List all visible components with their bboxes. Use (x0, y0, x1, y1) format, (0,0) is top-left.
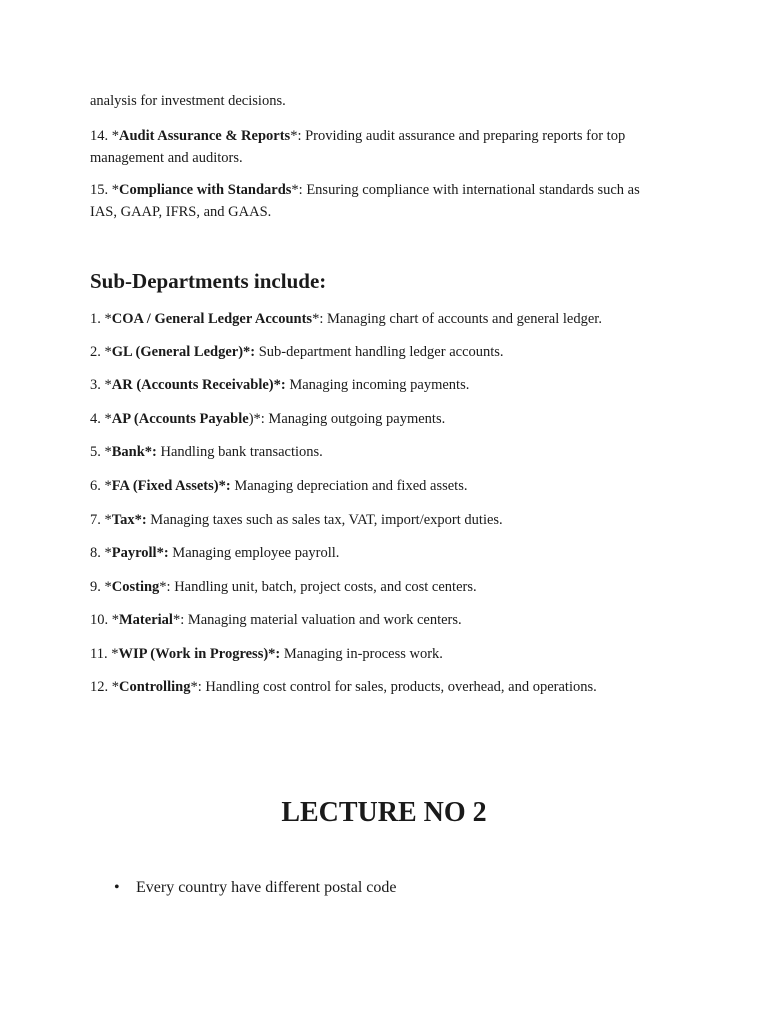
subdepartment-item-11 (90, 643, 672, 665)
item-description: *: Providing audit assurance and preparing reports for top (290, 128, 626, 144)
bullet-icon: • (114, 879, 120, 896)
subdepartment-item-6 (90, 475, 672, 497)
lecture-title: LECTURE NO 2 (281, 797, 487, 828)
bullet-text: Every country have different postal code (136, 879, 397, 896)
item-title: Audit Assurance & Reports (119, 128, 291, 144)
item-title: Bank*: (111, 444, 157, 460)
item-title: Compliance with Standards (119, 182, 292, 198)
item-number: 6. * (90, 478, 112, 494)
subdepartment-item-7 (90, 509, 672, 531)
item-number: 5. * (90, 444, 112, 460)
item-number: 8. * (90, 545, 112, 561)
item-description: Managing employee payroll. (168, 545, 340, 561)
item-title: COA / General Ledger Accounts (111, 311, 313, 327)
item-number: 14. * (90, 128, 119, 144)
item-title: Costing (111, 579, 160, 595)
item-description: *: Managing chart of accounts and general ledger. (312, 311, 602, 327)
item-title: WIP (Work in Progress)*: (118, 646, 281, 662)
list-item-15 (90, 179, 672, 201)
subdepartment-item-3 (90, 374, 672, 396)
item-title: Payroll*: (111, 545, 169, 561)
item-number: 7. * (90, 512, 112, 528)
item-title: AR (Accounts Receivable)*: (111, 377, 286, 393)
item-number: 1. * (90, 311, 112, 327)
item-title: Controlling (119, 679, 191, 695)
subdepartment-item-2 (90, 341, 672, 363)
subdepartment-item-8 (90, 542, 672, 564)
subdepartment-item-1 (90, 308, 672, 330)
item-description: Managing incoming payments. (285, 377, 470, 393)
item-number: 4. * (90, 411, 112, 427)
bullet-list-item (114, 877, 397, 899)
item-number: 10. * (90, 612, 119, 628)
item-description: Managing taxes such as sales tax, VAT, import/export duties. (146, 512, 503, 528)
subdepartment-item-10 (90, 609, 672, 631)
item-number: 2. * (90, 344, 112, 360)
subdepartment-item-5 (90, 441, 672, 463)
item-number: 15. * (90, 182, 119, 198)
item-title: Material (119, 612, 173, 628)
list-item-14 (90, 125, 672, 147)
item-description: *: Handling cost control for sales, products, overhead, and operations. (190, 679, 597, 695)
section-heading: Sub-Departments include: (90, 269, 327, 293)
intro-line: analysis for investment decisions. (90, 93, 286, 109)
item-number: 3. * (90, 377, 112, 393)
item-title: FA (Fixed Assets)*: (111, 478, 231, 494)
item-description: Managing in-process work. (280, 646, 443, 662)
item-number: 12. * (90, 679, 119, 695)
item-number: 11. * (90, 646, 119, 662)
item-description: Handling bank transactions. (156, 444, 323, 460)
item-description: Managing depreciation and fixed assets. (230, 478, 468, 494)
item-title: Tax*: (111, 512, 147, 528)
item-description: *: Ensuring compliance with international standards such as (291, 182, 640, 198)
item-title: AP (Accounts Payable (111, 411, 249, 427)
item-description: *: Handling unit, batch, project costs, and cost centers. (159, 579, 477, 595)
list-item-14-continued: management and auditors. (90, 150, 243, 166)
item-description: Sub-department handling ledger accounts. (255, 344, 504, 360)
item-title: GL (General Ledger)*: (111, 344, 256, 360)
item-description: *: Managing material valuation and work centers. (172, 612, 462, 628)
item-description: )*: Managing outgoing payments. (248, 411, 446, 427)
subdepartment-item-9 (90, 576, 672, 598)
subdepartment-item-4 (90, 408, 672, 430)
item-number: 9. * (90, 579, 112, 595)
subdepartment-item-12 (90, 676, 672, 698)
list-item-15-continued: IAS, GAAP, IFRS, and GAAS. (90, 204, 272, 220)
